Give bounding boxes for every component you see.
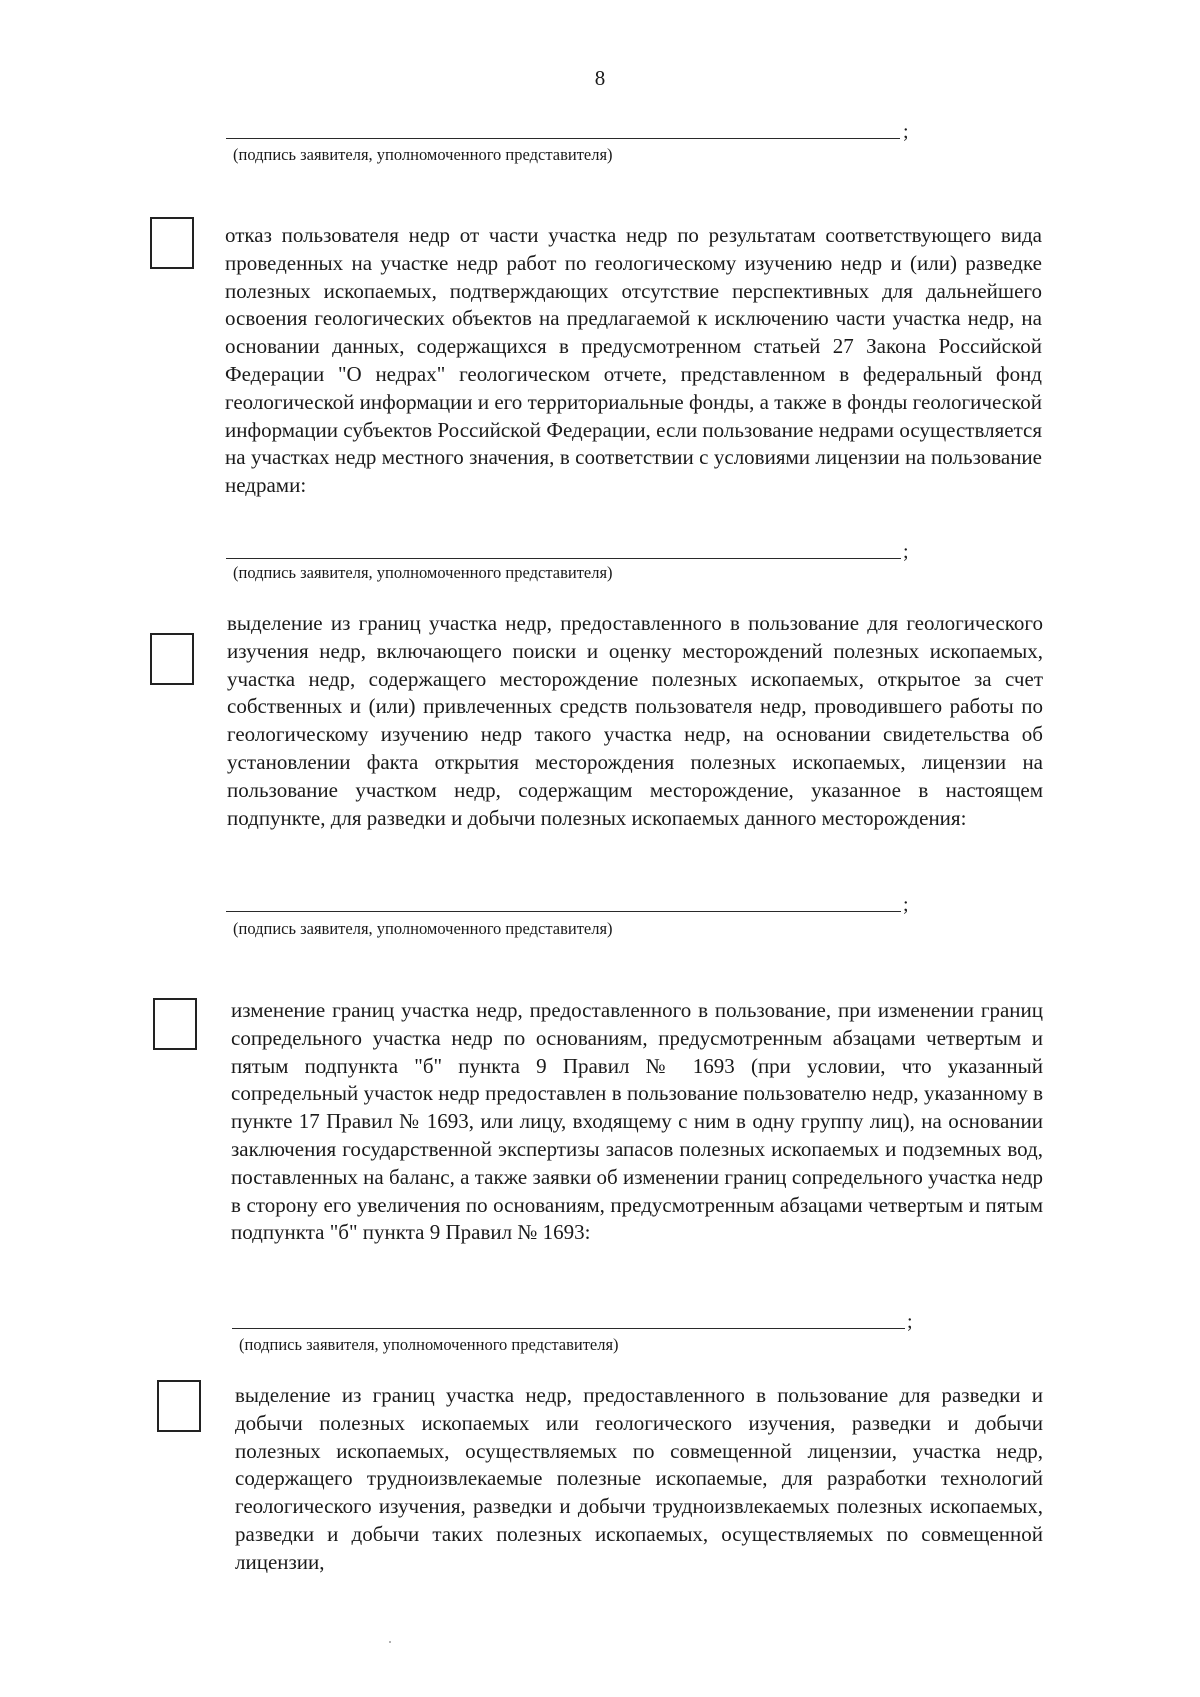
option-text-3: изменение границ участка недр, предоставленного в пользование, при изменении границ сопредельного участка недр по основаниям, предусмотренным абзацами четвертым и пятым подпункта "б" пункта 9 Правил № 1693 (при условии, что указанный сопредельный участок недр предоставлен в пользование пользователю недр, указанному в пункте 17 Правил № 1693, или лицу, входящему с ним в одну группу лиц), на основании заключения государственной экспертизы запасов полезных ископаемых и подземных вод, поставленных на баланс, а также заявки об изменении границ сопредельного участка недр в сторону его увеличения по основаниям, предусмотренным абзацами четвертым и пятым подпункта "б" пункта 9 Правил № 1693:	[231, 998, 1043, 1245]
option-checkbox-2[interactable]	[150, 633, 194, 685]
signature-caption: (подпись заявителя, уполномоченного представителя)	[233, 145, 613, 164]
signature-line[interactable]	[226, 138, 900, 139]
page-number: 8	[594, 66, 606, 90]
signature-caption-1: (подпись заявителя, уполномоченного представителя)	[233, 563, 613, 582]
signature-semicolon: ;	[903, 121, 909, 143]
signature-caption-3: (подпись заявителя, уполномоченного представителя)	[239, 1335, 619, 1354]
option-checkbox-4[interactable]	[157, 1380, 201, 1432]
option-text-1: отказ пользователя недр от части участка недр по результатам соответствующего вида проведенных на участке недр работ по геологическому изучению недр и (или) разведке полезных ископаемых, подтверждающих отсутствие перспективных для дальнейшего освоения геологических объектов на предлагаемой к исключению части участка недр, на основании данных, содержащихся в предусмотренном статьей 27 Закона Российской Федерации "О недрах" геологическом отчете, представленном в федеральный фонд геологической информации и его территориальные фонды, а также в фонды геологической информации субъектов Российской Федерации, если пользование недрами осуществляется на участках недр местного значения, в соответствии с условиями лицензии на пользование недрами:	[225, 223, 1042, 498]
signature-line-3[interactable]	[232, 1328, 905, 1329]
option-text-4: выделение из границ участка недр, предоставленного в пользование для разведки и добычи полезных ископаемых или геологического изучения, разведки и добычи полезных ископаемых, осуществляемых по совмещенной лицензии, участка недр, содержащего трудноизвлекаемые полезные ископаемые, для разработки технологий геологического изучения, разведки и добычи трудноизвлекаемых полезных ископаемых, разведки и добычи таких полезных ископаемых, осуществляемых по совмещенной лицензии,	[235, 1383, 1043, 1574]
option-text-2: выделение из границ участка недр, предоставленного в пользование для геологического изучения недр, включающего поиски и оценку месторождений полезных ископаемых, участка недр, содержащего месторождение полезных ископаемых, открытое за счет собственных и (или) привлеченных средств пользователя недр, проводившего работы по геологическому изучению недр такого участка недр, на основании свидетельства об установлении факта открытия месторождения полезных ископаемых, лицензии на пользование участком недр, содержащим месторождение, указанное в настоящем подпункте, для разведки и добычи полезных ископаемых данного месторождения:	[227, 611, 1043, 830]
scan-artifact	[389, 1641, 391, 1643]
option-checkbox-3[interactable]	[153, 998, 197, 1050]
signature-line-2[interactable]	[226, 911, 901, 912]
signature-semicolon-3: ;	[907, 1311, 913, 1333]
signature-semicolon-2: ;	[903, 894, 909, 916]
signature-line-1[interactable]	[226, 558, 901, 559]
option-checkbox-1[interactable]	[150, 217, 194, 269]
signature-caption-2: (подпись заявителя, уполномоченного представителя)	[233, 919, 613, 938]
signature-semicolon-1: ;	[903, 541, 909, 563]
